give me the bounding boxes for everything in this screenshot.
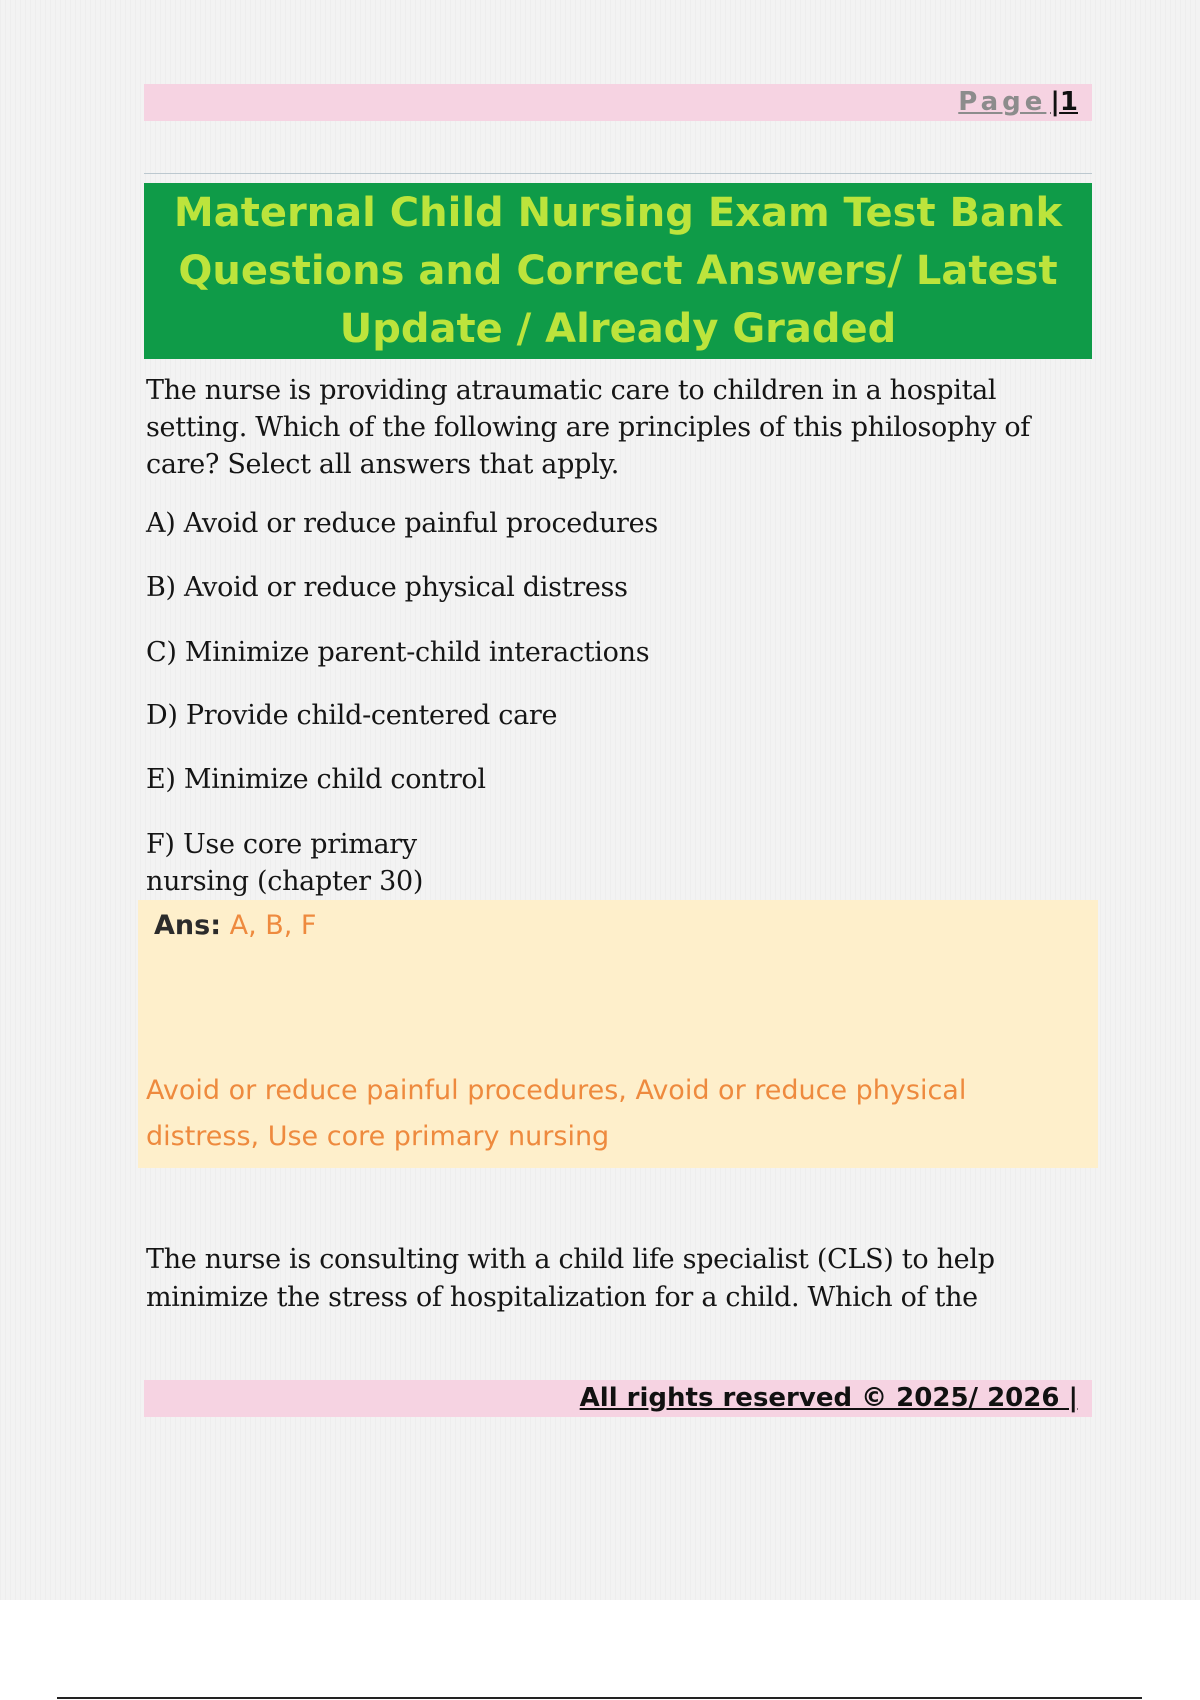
option-f: F) Use core primary — [146, 829, 417, 860]
title-banner — [144, 183, 1092, 359]
answer-rationale: Avoid or reduce painful procedures, Avoid or reduce physical distress, Use core primary nursing — [146, 1075, 967, 1152]
page-number-digit: 1 — [1059, 87, 1078, 117]
answer-line — [154, 904, 316, 948]
page-number-value — [1050, 87, 1078, 117]
question-1-text: The nurse is providing atraumatic care to children in a hospital setting. Which of the following are principles of this philosophy of care? Select all answers that apply. — [146, 375, 1030, 480]
answer-box — [138, 900, 1098, 1168]
header-divider — [144, 173, 1092, 174]
option-b: B) Avoid or reduce physical distress — [146, 572, 628, 603]
question-2-text: The nurse is consulting with a child life specialist (CLS) to help minimize the stress of hospitalization for a child. Which of the — [146, 1244, 995, 1313]
copyright-notice: All rights reserved © 2025/ 2026 | — [579, 1383, 1078, 1413]
page-label: Page — [958, 87, 1047, 117]
answer-value: A, B, F — [229, 910, 317, 941]
bottom-divider — [57, 1697, 1142, 1699]
option-a: A) Avoid or reduce painful procedures — [146, 508, 658, 539]
option-c: C) Minimize parent-child interactions — [146, 637, 650, 668]
option-d: D) Provide child-centered care — [146, 700, 558, 731]
page-separator: | — [1050, 87, 1060, 117]
option-f-continued: nursing (chapter 30) — [146, 866, 424, 897]
answer-label: Ans: — [154, 910, 221, 941]
option-e: E) Minimize child control — [146, 764, 486, 795]
page-footer — [144, 1380, 1092, 1417]
page-header — [144, 84, 1092, 121]
page-number — [958, 86, 1078, 118]
document-title: Maternal Child Nursing Exam Test Bank Questions and Correct Answers/ Latest Update / Already Graded — [173, 190, 1063, 352]
